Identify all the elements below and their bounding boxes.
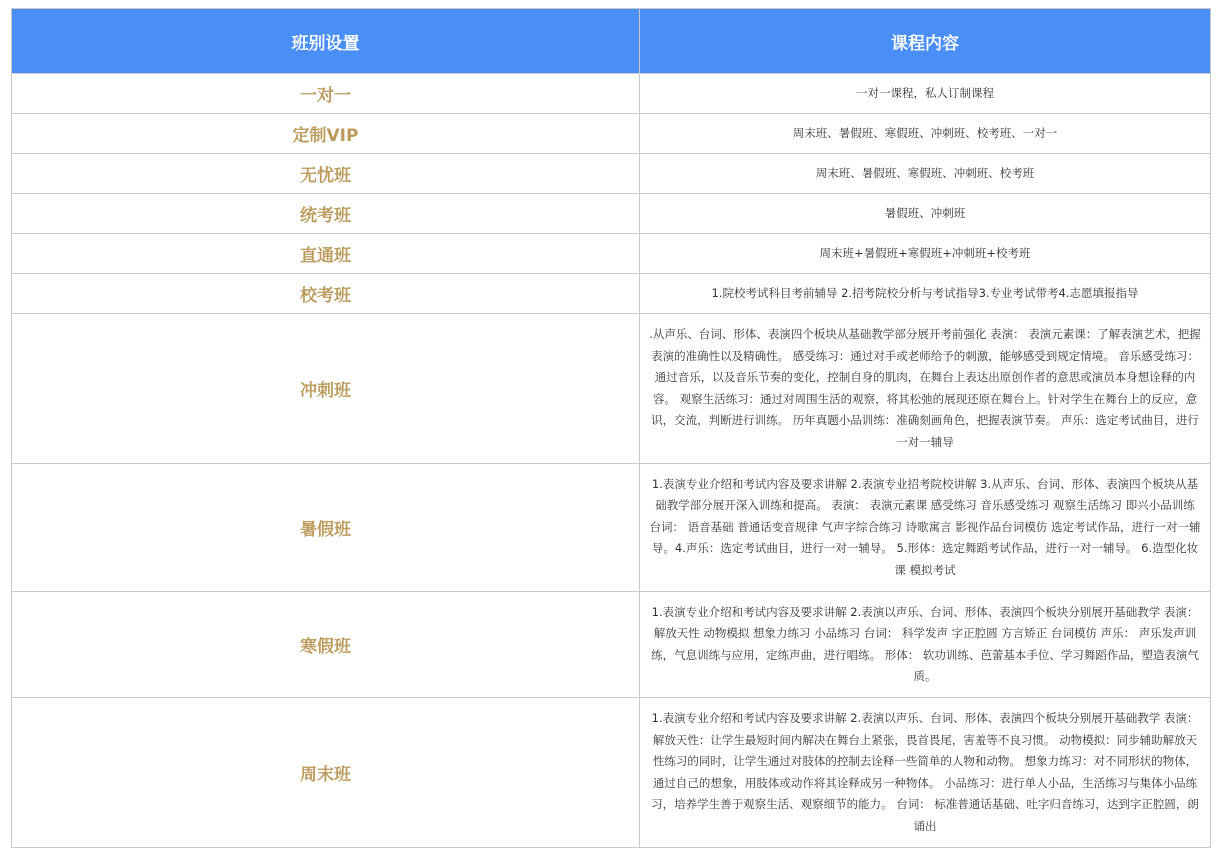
- class-name-cell: 直通班: [12, 234, 640, 274]
- course-content-cell: 1.表演专业介绍和考试内容及要求讲解 2.表演以声乐、台词、形体、表演四个板块分别展开基础教学 表演： 解放天性 动物模拟 想象力练习 小品练习 台词： 科学发声 字正腔圆 方言矫正 台词模仿 声乐： 声乐发声训练，气息训练与应用，定练声曲，进行唱练。 形体： 软功训练、芭蕾基本手位、学习舞蹈作品，塑造表演气质。: [640, 592, 1211, 698]
- course-content-cell: 周末班、暑假班、寒假班、冲刺班、校考班: [640, 154, 1211, 194]
- course-content-cell: 一对一课程，私人订制课程: [640, 74, 1211, 114]
- class-name-cell: 定制VIP: [12, 114, 640, 154]
- table-row: [12, 74, 1211, 114]
- table-row: [12, 314, 1211, 464]
- table-header-row: [12, 9, 1211, 74]
- course-table-container: [11, 8, 1210, 848]
- header-course-content: 课程内容: [640, 9, 1211, 74]
- class-name-cell: 寒假班: [12, 592, 640, 698]
- course-content-cell: 暑假班、冲刺班: [640, 194, 1211, 234]
- course-content-cell: .从声乐、台词、形体、表演四个板块从基础教学部分展开考前强化 表演： 表演元素课：了解表演艺术，把握表演的准确性以及精确性。 感受练习：通过对手或老师给予的刺激，能够感受到规定情境。 音乐感受练习：通过音乐，以及音乐节奏的变化，控制自身的肌肉，在舞台上表达出原创作者的意思或演员本身想诠释的内容。 观察生活练习：通过对周围生活的观察，将其松弛的展现还原在舞台上。针对学生在舞台上的反应，意识，交流，判断进行训练。 历年真题小品训练：准确刻画角色，把握表演节奏。 声乐：选定考试曲目，进行一对一辅导: [640, 314, 1211, 464]
- table-row: [12, 154, 1211, 194]
- course-content-cell: 1.表演专业介绍和考试内容及要求讲解 2.表演专业招考院校讲解 3.从声乐、台词、形体、表演四个板块从基础教学部分展开深入训练和提高。 表演： 表演元素课 感受练习 音乐感受练习 观察生活练习 即兴小品训练 台词： 语音基础 普通话变音规律 气声字综合练习 诗歌寓言 影视作品台词模仿 选定考试作品，进行一对一辅导。4.声乐：选定考试曲目，进行一对一辅导。 5.形体：选定舞蹈考试作品，进行一对一辅导。 6.造型化妆课 模拟考试: [640, 464, 1211, 592]
- table-row: [12, 592, 1211, 698]
- course-table: [11, 8, 1211, 848]
- course-content-cell: 周末班、暑假班、寒假班、冲刺班、校考班、一对一: [640, 114, 1211, 154]
- table-row: [12, 114, 1211, 154]
- class-name-cell: 无忧班: [12, 154, 640, 194]
- class-name-cell: 校考班: [12, 274, 640, 314]
- class-name-cell: 周末班: [12, 698, 640, 848]
- class-name-cell: 一对一: [12, 74, 640, 114]
- header-class-setting: 班别设置: [12, 9, 640, 74]
- class-name-cell: 统考班: [12, 194, 640, 234]
- table-row: [12, 698, 1211, 848]
- table-row: [12, 274, 1211, 314]
- table-row: [12, 464, 1211, 592]
- course-content-cell: 周末班+暑假班+寒假班+冲刺班+校考班: [640, 234, 1211, 274]
- table-row: [12, 234, 1211, 274]
- class-name-cell: 冲刺班: [12, 314, 640, 464]
- class-name-cell: 暑假班: [12, 464, 640, 592]
- course-content-cell: 1.表演专业介绍和考试内容及要求讲解 2.表演以声乐、台词、形体、表演四个板块分别展开基础教学 表演： 解放天性：让学生最短时间内解决在舞台上紧张，畏首畏尾，害羞等不良习惯。 动物模拟：同步辅助解放天性练习的同时，让学生通过对肢体的控制去诠释一些简单的人物和动物。 想象力练习：对不同形状的物体，通过自己的想象，用肢体或动作将其诠释成另一种物体。 小品练习：进行单人小品，生活练习与集体小品练习，培养学生善于观察生活、观察细节的能力。 台词： 标准普通话基础、吐字归音练习，达到字正腔圆，朗诵出: [640, 698, 1211, 848]
- course-content-cell: 1.院校考试科目考前辅导 2.招考院校分析与考试指导3.专业考试带考4.志愿填报指导: [640, 274, 1211, 314]
- table-row: [12, 194, 1211, 234]
